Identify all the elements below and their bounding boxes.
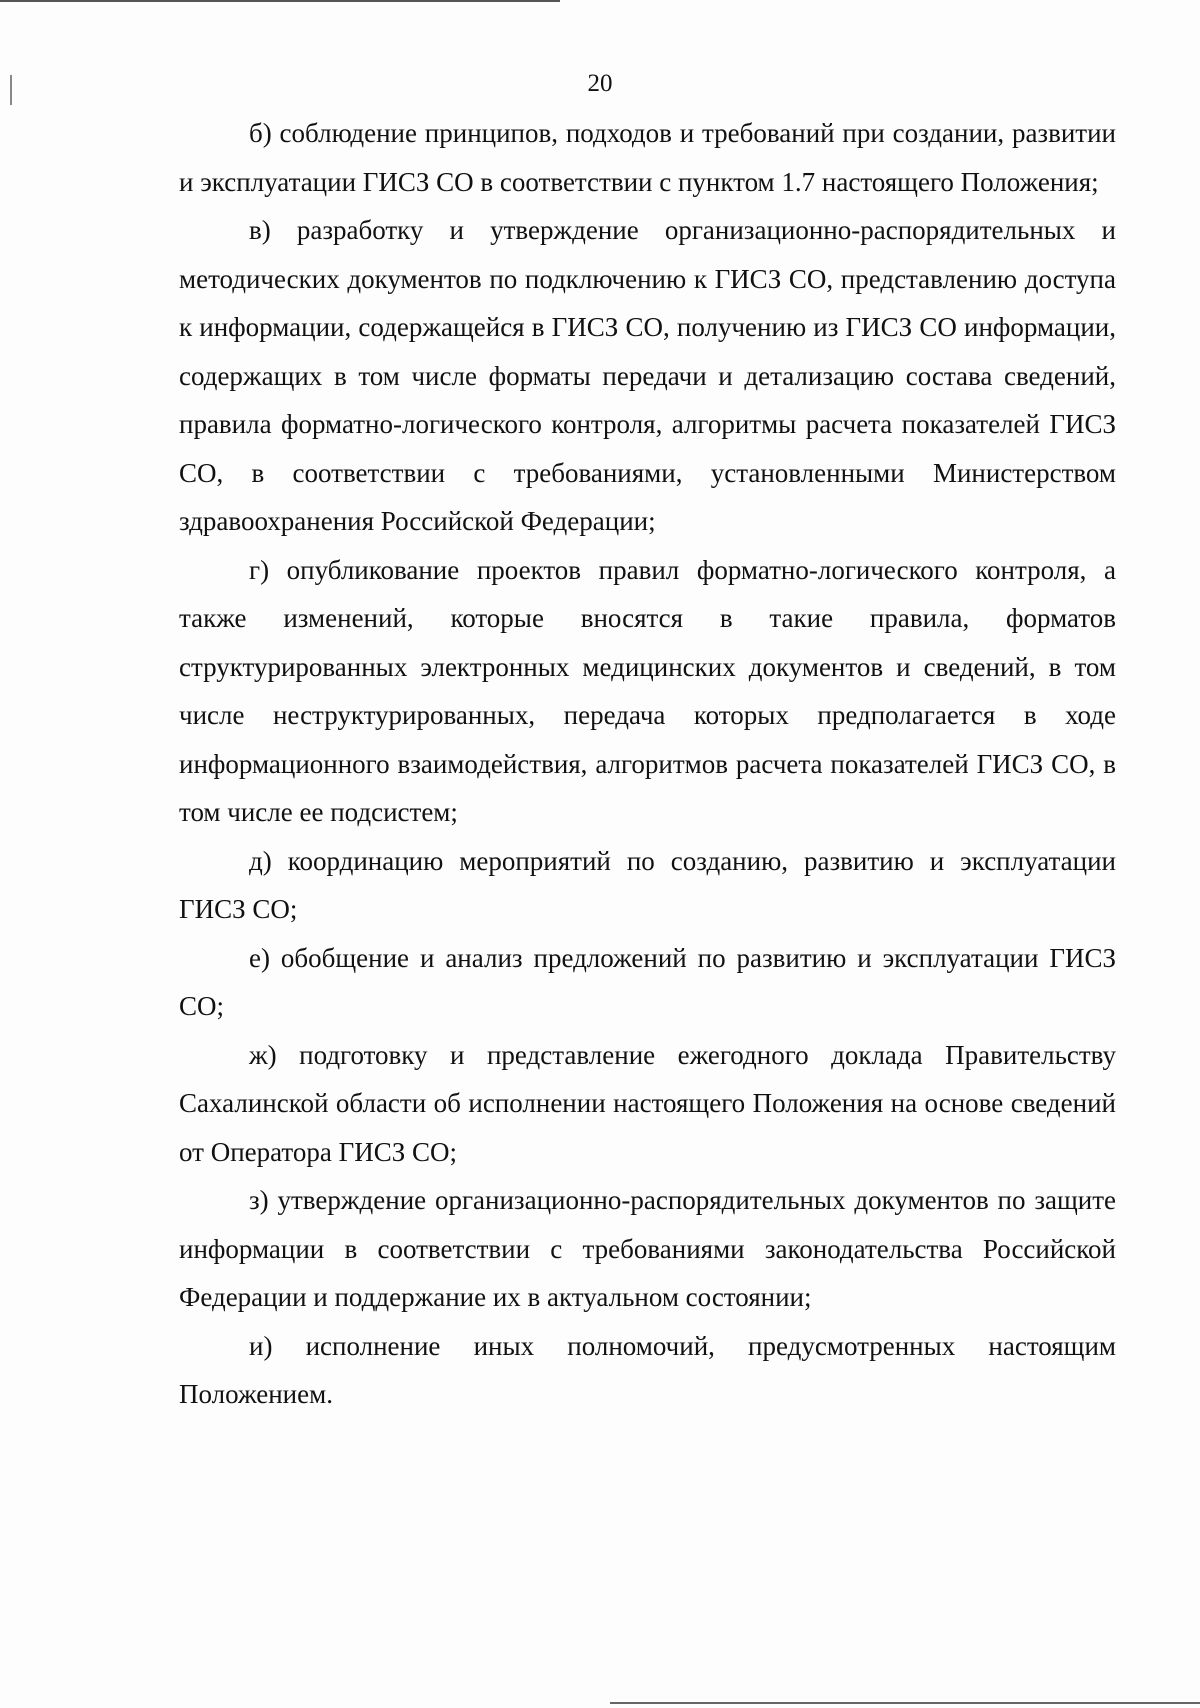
paragraph-g: г) опубликование проектов правил форматно-логического контроля, а также изменений, которые вносятся в такие правила, форматов структурированных электронных медицинских документов и сведений, в том числе неструктурированных, передача которых предполагается в ходе информационного взаимодействия, алгоритмов расчета показателей ГИСЗ СО, в том числе ее подсистем; xyxy=(179,554,1116,827)
page-number: 20 xyxy=(587,70,613,97)
document-body xyxy=(179,109,1116,1419)
paragraph-z: з) утверждение организационно-распорядительных документов по защите информации в соответствии с требованиями законодательства Российской Федерации и поддержание их в актуальном состоянии; xyxy=(179,1185,1116,1312)
scan-top-edge-line xyxy=(0,0,560,2)
paragraph-d: д) координацию мероприятий по созданию, развитию и эксплуатации ГИСЗ СО; xyxy=(179,845,1116,924)
paragraph-b: б) соблюдение принципов, подходов и требований при создании, развитии и эксплуатации ГИСЗ СО в соответствии с пунктом 1.7 настоящего Положения; xyxy=(179,118,1116,197)
paragraph-e: е) обобщение и анализ предложений по развитию и эксплуатации ГИСЗ СО; xyxy=(179,942,1116,1021)
scan-bottom-edge-line xyxy=(610,1702,1200,1704)
paragraph-i: и) исполнение иных полномочий, предусмотренных настоящим Положением. xyxy=(179,1330,1116,1409)
paragraph-v: в) разработку и утверждение организационно-распорядительных и методических документов по подключению к ГИСЗ СО, представлению доступа к информации, содержащейся в ГИСЗ СО, получению из ГИСЗ СО информации, содержащих в том числе форматы передачи и детализацию состава сведений, правила форматно-логического контроля, алгоритмы расчета показателей ГИСЗ СО, в соответствии с требованиями, установленными Министерством здравоохранения Российской Федерации; xyxy=(179,215,1116,536)
paragraph-zh: ж) подготовку и представление ежегодного доклада Правительству Сахалинской области об исполнении настоящего Положения на основе сведений от Оператора ГИСЗ СО; xyxy=(179,1039,1116,1167)
